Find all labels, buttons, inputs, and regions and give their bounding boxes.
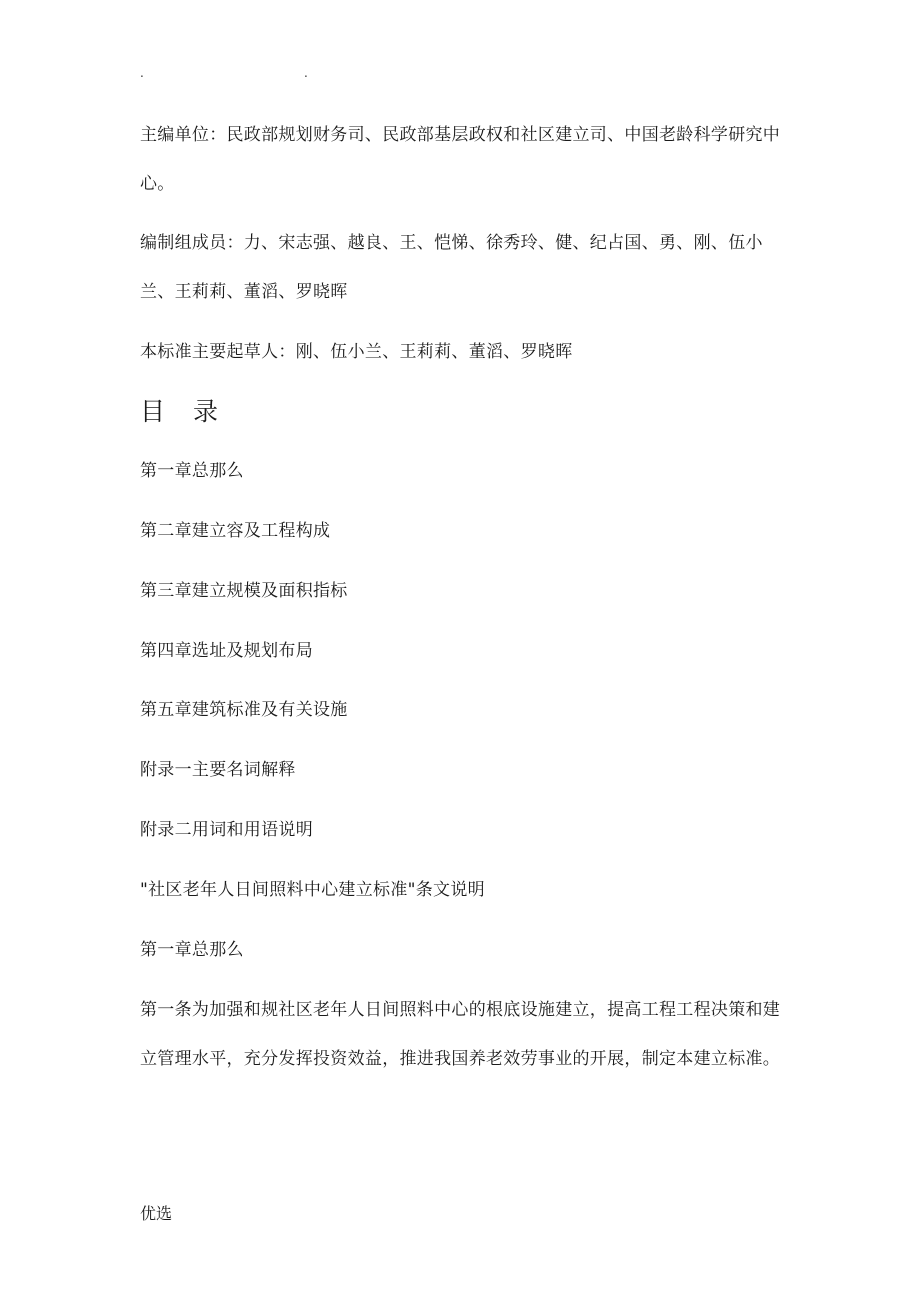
toc-title: 目 录 — [140, 397, 228, 426]
header-dot-right: . — [304, 66, 308, 80]
header-dot-left: . — [140, 66, 144, 80]
chapter-heading: 第一章总那么 — [140, 940, 244, 960]
footer-text: 优选 — [140, 1204, 173, 1223]
toc-item: 第五章建筑标准及有关设施 — [140, 700, 348, 720]
article-1-paragraph: 第一条为加强和规社区老年人日间照料中心的根底设施建立，提高工程工程决策和建立管理水平，充分发挥投资效益，推进我国养老效劳事业的开展，制定本建立标准。 — [140, 1000, 781, 1069]
editor-units-paragraph: 主编单位：民政部规划财务司、民政部基层政权和社区建立司、中国老龄科学研究中心。 — [140, 125, 781, 194]
toc-item: 附录一主要名词解释 — [140, 760, 296, 780]
drafters-line: 本标准主要起草人：刚、伍小兰、王莉莉、董滔、罗晓晖 — [140, 342, 573, 362]
toc-item: 第四章选址及规划布局 — [140, 641, 313, 661]
toc-item: "社区老年人日间照料中心建立标准"条文说明 — [140, 880, 485, 900]
toc-item: 第一章总那么 — [140, 461, 244, 481]
toc-item: 第二章建立容及工程构成 — [140, 521, 331, 541]
members-paragraph: 编制组成员：力、宋志强、越良、王、恺悌、徐秀玲、健、纪占国、勇、刚、伍小兰、王莉莉、董滔、罗晓晖 — [140, 233, 763, 302]
toc-item: 附录二用词和用语说明 — [140, 820, 313, 840]
toc-item: 第三章建立规模及面积指标 — [140, 581, 348, 601]
